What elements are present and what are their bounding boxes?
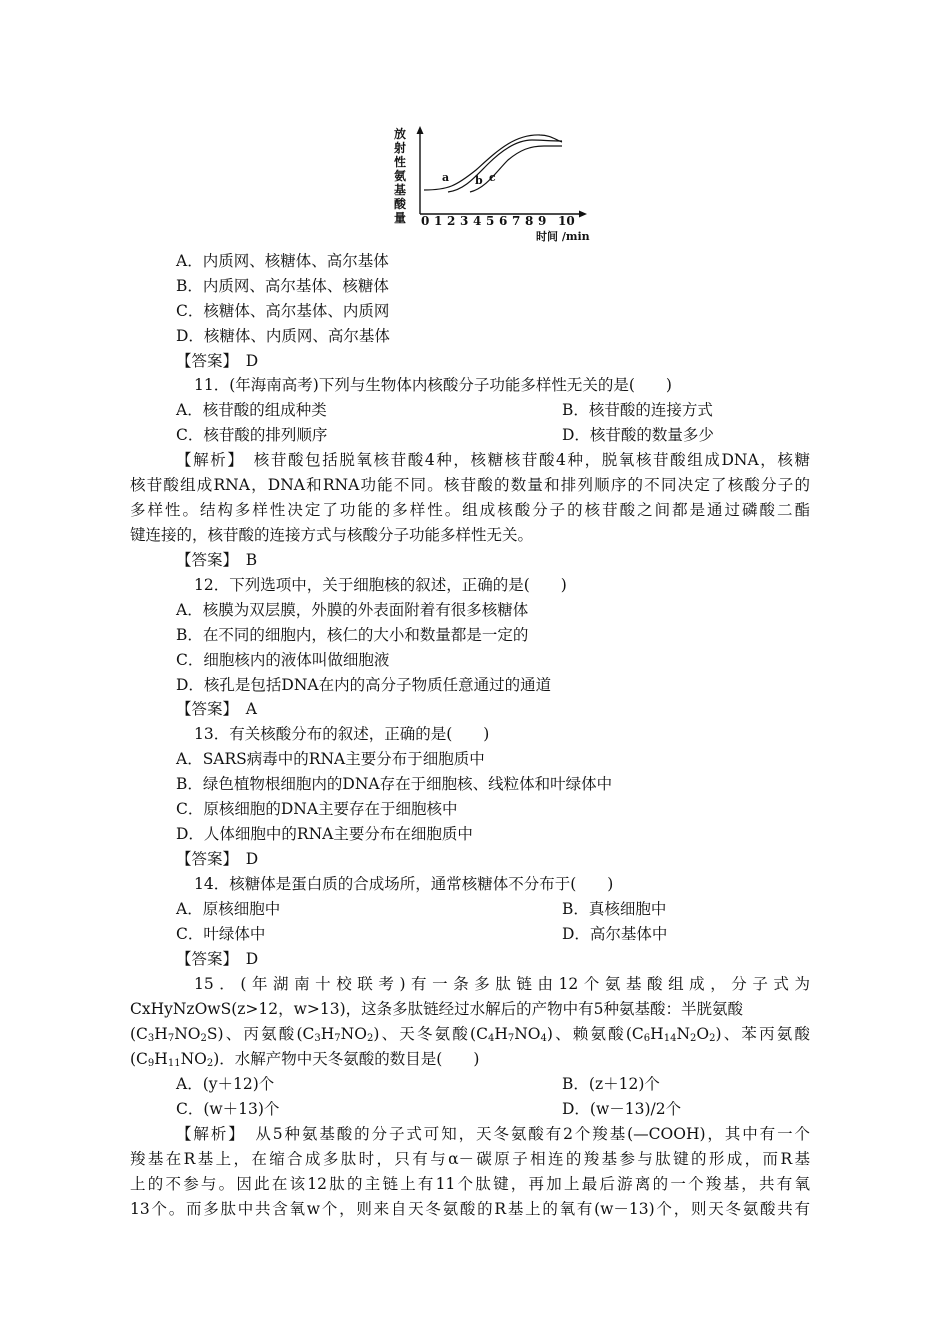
q15-option-b: B．(z＋12)个 — [562, 1075, 660, 1093]
q13-option-c: C．原核细胞的DNA主要存在于细胞核中 — [176, 800, 458, 818]
q14-option-b: B．真核细胞中 — [562, 900, 667, 918]
q15-stem-line: $(C_9H_{11}NO_2)$．水解产物中天冬氨酸的数目是( ) — [130, 1050, 480, 1069]
q13-option-b: B．绿色植物根细胞内的DNA存在于细胞核、线粒体和叶绿体中 — [176, 775, 613, 793]
q12-stem: 12．下列选项中，关于细胞核的叙述，正确的是( ) — [194, 576, 567, 594]
x-tick-labels — [421, 214, 575, 228]
q14-answer: 【答案】 D — [176, 950, 259, 968]
q11-stem: 11．(年海南高考)下列与生物体内核酸分子功能多样性无关的是( ) — [194, 376, 672, 394]
q10-option-c: C．核糖体、高尔基体、内质网 — [176, 302, 390, 320]
q11-option-c: C．核苷酸的排列顺序 — [176, 426, 328, 444]
q15-stem-line: 15．(年湖南十校联考)有一条多肽链由12个氨基酸组成，分子式为 — [194, 975, 810, 993]
q12-option-b: B．在不同的细胞内，核仁的大小和数量都是一定的 — [176, 626, 529, 644]
q15-option-a: A．(y＋12)个 — [176, 1075, 275, 1093]
x-tick-label: 0 — [421, 214, 430, 228]
q10-option-d: D．核糖体、内质网、高尔基体 — [176, 327, 390, 345]
y-label-char: 氨 — [394, 169, 407, 183]
y-label-char: 性 — [394, 155, 407, 169]
q11-option-a: A．核苷酸的组成种类 — [176, 401, 327, 419]
x-tick-label: 8 — [525, 214, 534, 228]
x-tick-label: 2 — [447, 214, 456, 228]
q14-option-c: C．叶绿体中 — [176, 925, 266, 943]
y-axis-arrow — [417, 126, 424, 134]
q15-option-c: C．(w＋13)个 — [176, 1100, 280, 1118]
q14-option-a: A．原核细胞中 — [176, 900, 281, 918]
x-tick-label: 5 — [486, 214, 495, 228]
q12-answer: 【答案】 A — [176, 700, 257, 718]
q15-analysis-line: 上的不参与。因此在该12肽的主链上有11个肽键，再加上最后游离的一个羧基，共有氧 — [130, 1175, 810, 1193]
q13-option-d: D．人体细胞中的RNA主要分布在细胞质中 — [176, 825, 473, 843]
q11-analysis-line: 键连接的，核苷酸的连接方式与核酸分子功能多样性无关。 — [130, 526, 534, 544]
q10-option-a: A．内质网、核糖体、高尔基体 — [176, 252, 389, 270]
q11-option-d: D．核苷酸的数量多少 — [562, 426, 714, 444]
q14-stem: 14．核糖体是蛋白质的合成场所，通常核糖体不分布于( ) — [194, 875, 614, 893]
y-label-char: 射 — [394, 141, 407, 155]
x-tick-label: 1 — [434, 214, 443, 228]
x-tick-label: 4 — [473, 214, 482, 228]
curve-label-b: b — [475, 174, 483, 187]
x-tick-label: 3 — [460, 214, 469, 228]
q11-answer: 【答案】 B — [176, 551, 258, 569]
curve-label-a: a — [442, 171, 450, 184]
curve-label-c: c — [489, 171, 496, 184]
y-label-char: 量 — [394, 211, 407, 225]
q12-option-c: C．细胞核内的液体叫做细胞液 — [176, 651, 390, 669]
q13-answer: 【答案】 D — [176, 850, 259, 868]
x-tick-label: 6 — [499, 214, 508, 228]
q12-option-a: A．核膜为双层膜，外膜的外表面附着有很多核糖体 — [176, 601, 529, 619]
graph-y-label — [394, 126, 407, 225]
q11-analysis-line: 多样性。结构多样性决定了功能的多样性。组成核酸分子的核苷酸之间都是通过磷酸二酯 — [130, 501, 810, 519]
q15-analysis-line: 羧基在R基上，在缩合成多肽时，只有与α－碳原子相连的羧基参与肽键的形成，而R基 — [130, 1150, 810, 1168]
x-tick-label: 10 — [558, 214, 575, 228]
y-label-char: 基 — [394, 183, 407, 197]
q15-analysis-line: 13个。而多肽中共含氧w个，则来自天冬氨酸的R基上的氧有(w－13)个，则天冬氨酸共有 — [130, 1200, 810, 1218]
q13-stem: 13．有关核酸分布的叙述，正确的是( ) — [194, 725, 490, 743]
q10-answer: 【答案】 D — [176, 352, 259, 370]
radioactivity-graph — [390, 122, 600, 244]
q13-option-a: A．SARS病毒中的RNA主要分布于细胞质中 — [176, 750, 485, 768]
q15-option-d: D．(w－13)/2个 — [562, 1100, 682, 1118]
q11-analysis-line: 【解析】 核苷酸包括脱氧核苷酸4种，核糖核苷酸4种，脱氧核苷酸组成DNA，核糖 — [176, 451, 810, 469]
y-label-char: 酸 — [394, 197, 407, 211]
q15-stem-line: CxHyNzOwS(z>12，w>13)，这条多肽链经过水解后的产物中有5种氨基酸：半胱氨酸 — [130, 1000, 744, 1018]
curve-b — [448, 140, 562, 192]
x-tick-label: 9 — [538, 214, 547, 228]
q15-stem-line: $(C_3H_7NO_2S)$、丙氨酸$(C_3H_7NO_2)$、天冬氨酸$(C_4H_7NO_4)$、赖氨酸$(C_6H_{14}N_2O_2)$、苯丙氨酸 — [130, 1025, 810, 1044]
y-label-char: 放 — [394, 127, 407, 141]
q14-option-d: D．高尔基体中 — [562, 925, 668, 943]
q15-analysis-line: 【解析】 从5种氨基酸的分子式可知，天冬氨酸有2个羧基(—COOH)，其中有一个 — [176, 1125, 810, 1143]
q10-option-b: B．内质网、高尔基体、核糖体 — [176, 277, 389, 295]
q12-option-d: D．核孔是包括DNA在内的高分子物质任意通过的通道 — [176, 676, 552, 694]
x-axis-arrow — [579, 211, 587, 218]
q11-analysis-line: 核苷酸组成RNA，DNA和RNA功能不同。核苷酸的数量和排列顺序的不同决定了核酸分子的 — [130, 476, 810, 494]
x-axis-label: 时间 /min — [536, 230, 590, 243]
x-tick-label: 7 — [512, 214, 521, 228]
q11-option-b: B．核苷酸的连接方式 — [562, 401, 713, 419]
